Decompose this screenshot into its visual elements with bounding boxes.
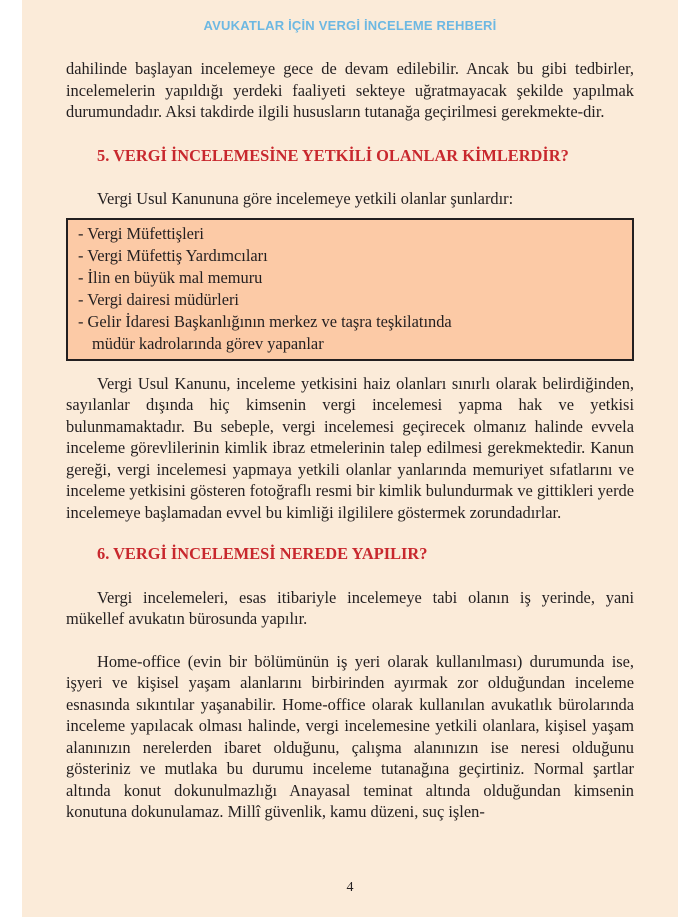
list-item: - Vergi dairesi müdürleri: [78, 289, 239, 309]
page-content: [66, 58, 634, 823]
list-item: - Vergi Müfettiş Yardımcıları: [78, 245, 268, 265]
section-6-paragraph-2: Home-office (evin bir bölümünün iş yeri olarak kullanılması) durumunda ise, işyeri ve kişisel yaşam alanlarını birbirinden ayırmak zor olduğundan inceleme esnasında sıkıntılar yaşanabilir. Home-office olarak kullanılan avukatlık bürolarında inceleme yapılacak olması halinde, vergi incelemesine yetkili olanlara, kişisel yaşam alanınızın nerelerden ibaret olduğunu, çalışma alanınızın ise neresi olduğunu gösteriniz ve mutlaka bu durumu inceleme tutanağına geçirtiniz. Normal şartlar altında konut dokunulmazlığı Anayasal teminat altında olduğundan kimsenin konutuna dokunulamaz. Millî güvenlik, kamu düzeni, suç işlen-: [66, 651, 634, 821]
intro-paragraph: dahilinde başlayan incelemeye gece de devam edilebilir. Ancak bu gibi tedbirler, incelemelerin yapıldığı yerdeki faaliyeti sekteye uğratmayacak şekilde yapılmak durumundadır. Aksi takdirde ilgili hususların tutanağa geçirilmesi gerekmekte-dir.: [66, 59, 634, 121]
section-5-heading: 5. VERGİ İNCELEMESİNE YETKİLİ OLANLAR KİMLERDİR?: [97, 145, 569, 165]
authorized-persons-box: [66, 218, 634, 361]
list-item-continuation: müdür kadrolarında görev yapanlar: [92, 333, 324, 353]
running-header: AVUKATLAR İÇİN VERGİ İNCELEME REHBERİ: [203, 18, 497, 33]
list-item: - İlin en büyük mal memuru: [78, 267, 263, 287]
section-5-paragraph: Vergi Usul Kanunu, inceleme yetkisini haiz olanları sınırlı olarak belirdiğinden, sayılanlar dışında hiç kimsenin vergi incelemesi yapma hak ve yetkisi bulunmamaktadır. Bu sebeple, vergi incelemesi geçirecek olmanız halinde evvela inceleme görevlilerinin kimlik ibraz etmelerinin talep edilmesi gerekmektedir. Kanun gereği, vergi incelemesi yapmaya yetkili olanlar yanlarında memuriyet sıfatlarını ve inceleme yetkisini gösteren fotoğraflı resmi bir kimlik bulundurmak ve gittikleri yerde incelemeye başlamadan evvel bu kimliği ilgililere göstermek zorundadırlar.: [66, 373, 634, 522]
page-number: 4: [346, 880, 354, 895]
list-item: - Gelir İdaresi Başkanlığının merkez ve taşra teşkilatında: [78, 311, 452, 331]
section-5-lead: Vergi Usul Kanununa göre incelemeye yetkili olanlar şunlardır:: [97, 189, 514, 208]
section-6-paragraph-1: Vergi incelemeleri, esas itibariyle incelemeye tabi olanın iş yerinde, yani mükellef avukatın bürosunda yapılır.: [66, 587, 634, 628]
document-page: [22, 0, 678, 917]
section-6-heading: 6. VERGİ İNCELEMESİ NEREDE YAPILIR?: [97, 544, 428, 563]
list-item: - Vergi Müfettişleri: [78, 223, 204, 243]
